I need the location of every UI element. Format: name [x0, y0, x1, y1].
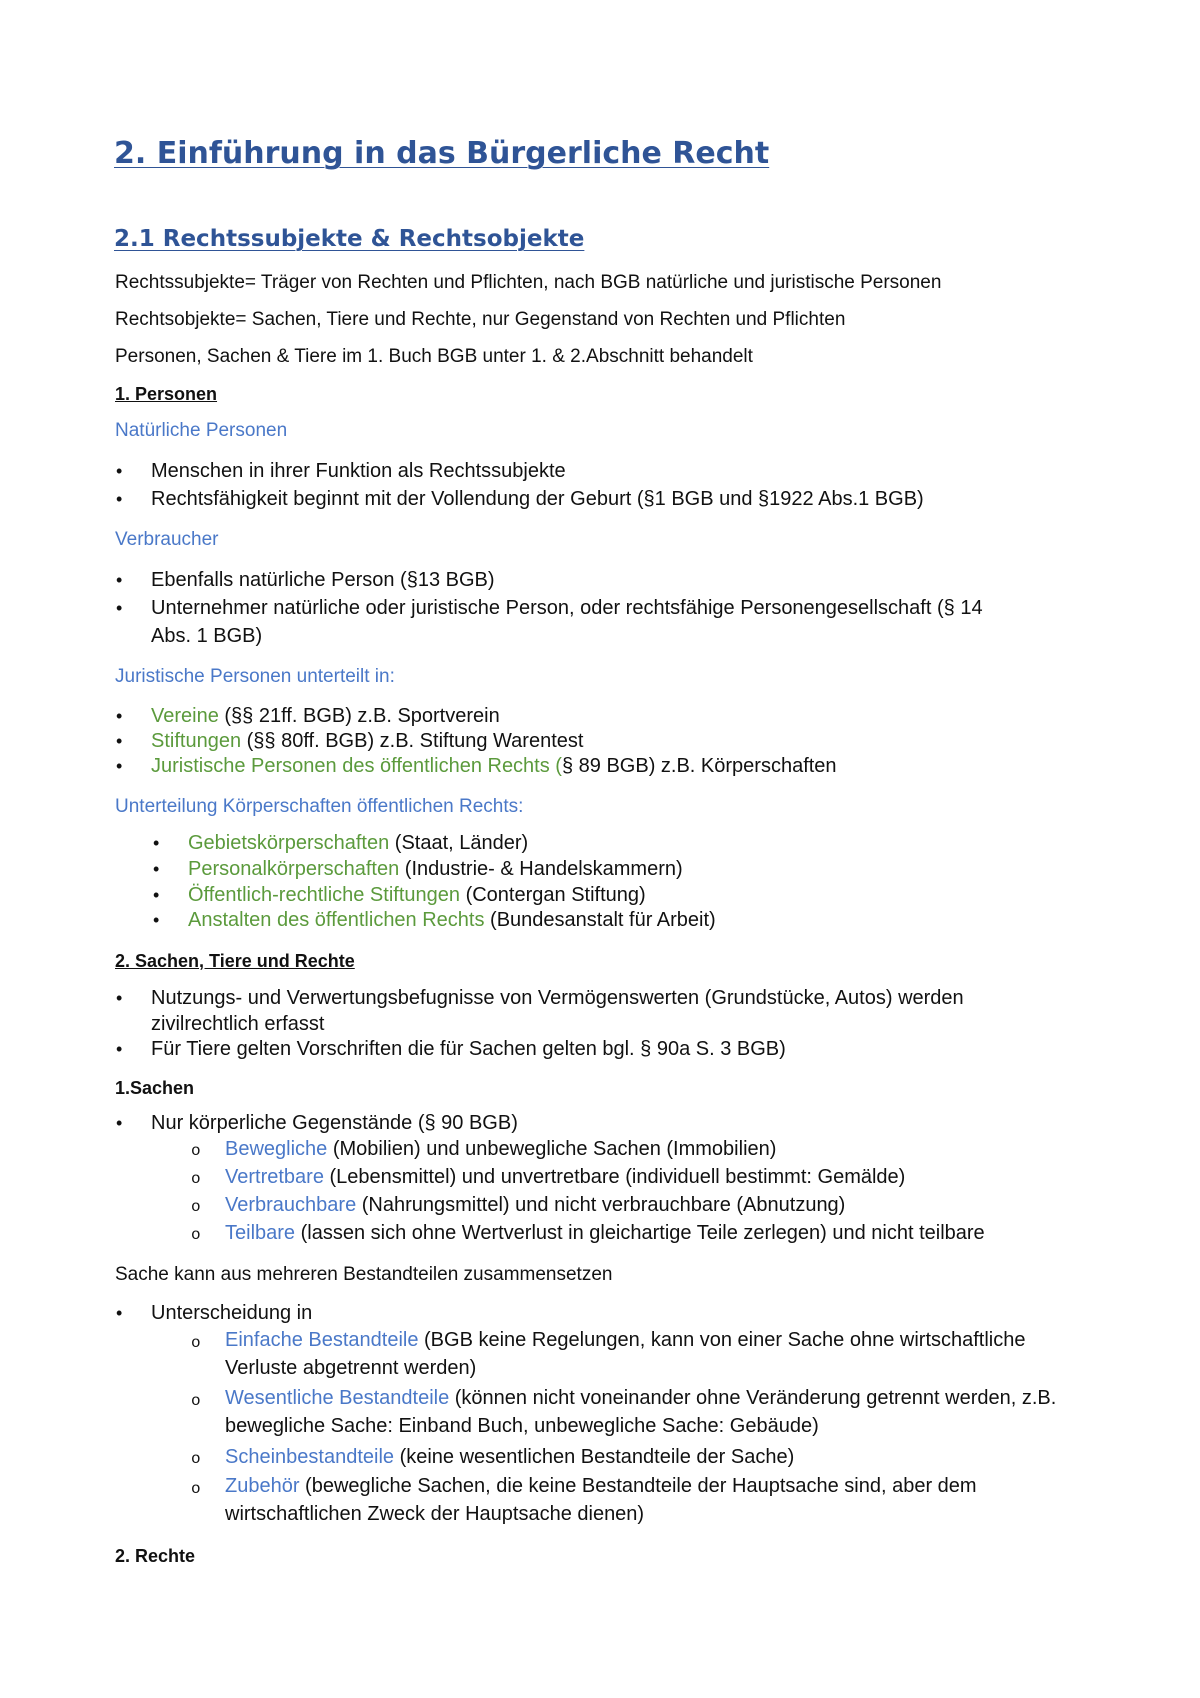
bullet-icon: •: [116, 461, 123, 481]
circle-bullet-icon: o: [191, 1142, 201, 1160]
term: Scheinbestandteile: [225, 1446, 395, 1468]
list-item: Rechtsfähigkeit beginnt mit der Vollendung der Geburt (§1 BGB und §1922 Abs.1 BGB): [151, 488, 924, 510]
bullet-icon: •: [153, 910, 160, 930]
list-subitem: Verbrauchbare (Nahrungsmittel) und nicht verbrauchbare (Abnutzung): [225, 1194, 846, 1216]
term: Verbrauchbare: [225, 1194, 357, 1216]
bullet-icon: •: [116, 706, 123, 726]
section-heading: 2.1 Rechtssubjekte & Rechtsobjekte: [114, 226, 585, 252]
circle-bullet-icon: o: [191, 1450, 201, 1468]
list-subitem: Vertretbare (Lebensmittel) und unvertretbare (individuell bestimmt: Gemälde): [225, 1166, 906, 1188]
bullet-icon: •: [153, 833, 160, 853]
list-item: Gebietskörperschaften (Staat, Länder): [188, 832, 529, 854]
personen-heading: 1. Personen: [115, 384, 218, 404]
circle-bullet-icon: o: [191, 1392, 201, 1410]
bestandteile-text: Sache kann aus mehreren Bestandteilen zusammensetzen: [115, 1264, 613, 1285]
list-item: Vereine (§§ 21ff. BGB) z.B. Sportverein: [151, 705, 500, 727]
rechte-heading: 2. Rechte: [115, 1546, 196, 1566]
list-item: Öffentlich-rechtliche Stiftungen (Contergan Stiftung): [188, 884, 646, 906]
juristische-personen-heading: Juristische Personen unterteilt in:: [115, 666, 395, 687]
bullet-icon: •: [116, 756, 123, 776]
bullet-icon: •: [116, 570, 123, 590]
bullet-icon: •: [116, 1303, 123, 1323]
term: Gebietskörperschaften: [188, 832, 390, 854]
list-item: Menschen in ihrer Funktion als Rechtssubjekte: [151, 460, 566, 482]
list-subitem: Wesentliche Bestandteile (können nicht voneinander ohne Veränderung getrennt werden, z.B. bewegliche Sache: Einband Buch, unbewegliche Sache: Gebäude): [225, 1387, 1057, 1437]
circle-bullet-icon: o: [191, 1198, 201, 1216]
term: Wesentliche Bestandteile: [225, 1387, 450, 1409]
list-item: Nutzungs- und Verwertungsbefugnisse von Vermögenswerten (Grundstücke, Autos) werden zivilrechtlich erfasst: [151, 987, 964, 1035]
bullet-icon: •: [153, 885, 160, 905]
list-subitem: Scheinbestandteile (keine wesentlichen Bestandteile der Sache): [225, 1446, 795, 1468]
sachen-tiere-rechte-heading: 2. Sachen, Tiere und Rechte: [115, 951, 355, 971]
bullet-icon: •: [116, 598, 123, 618]
circle-bullet-icon: o: [191, 1226, 201, 1244]
list-item: Unternehmer natürliche oder juristische Person, oder rechtsfähige Personengesellschaft (§ 14 Abs. 1 BGB): [151, 597, 983, 647]
term: Vereine: [151, 705, 219, 727]
list-subitem: Teilbare (lassen sich ohne Wertverlust in gleichartige Teile zerlegen) und nicht teilbare: [225, 1222, 985, 1244]
natuerliche-personen-heading: Natürliche Personen: [115, 420, 288, 441]
list-item: Personalkörperschaften (Industrie- & Handelskammern): [188, 858, 683, 880]
list-item: Ebenfalls natürliche Person (§13 BGB): [151, 569, 495, 591]
term: Juristische Personen des öffentlichen Rechts (: [151, 755, 562, 777]
list-item: Juristische Personen des öffentlichen Rechts (§ 89 BGB) z.B. Körperschaften: [151, 755, 837, 777]
list-subitem: Zubehör (bewegliche Sachen, die keine Bestandteile der Hauptsache sind, aber dem wirtschaftlichen Zweck der Hauptsache dienen): [225, 1475, 977, 1525]
intro-line-2: Rechtsobjekte= Sachen, Tiere und Rechte, nur Gegenstand von Rechten und Pflichten: [115, 309, 846, 330]
term: Zubehör: [225, 1475, 300, 1497]
intro-line-1: Rechtssubjekte= Träger von Rechten und Pflichten, nach BGB natürliche und juristische Personen: [115, 272, 942, 293]
intro-line-3: Personen, Sachen & Tiere im 1. Buch BGB unter 1. & 2.Abschnitt behandelt: [115, 346, 753, 367]
bullet-icon: •: [116, 731, 123, 751]
list-item: Unterscheidung in: [151, 1302, 313, 1324]
circle-bullet-icon: o: [191, 1480, 201, 1498]
koerperschaften-heading: Unterteilung Körperschaften öffentlichen Rechts:: [115, 796, 524, 817]
term: Anstalten des öffentlichen Rechts: [188, 909, 485, 931]
bullet-icon: •: [153, 859, 160, 879]
list-subitem: Bewegliche (Mobilien) und unbewegliche Sachen (Immobilien): [225, 1138, 777, 1160]
bullet-icon: •: [116, 489, 123, 509]
bullet-icon: •: [116, 988, 123, 1008]
list-item: Nur körperliche Gegenstände (§ 90 BGB): [151, 1112, 518, 1134]
bullet-icon: •: [116, 1039, 123, 1059]
term: Teilbare: [225, 1222, 296, 1244]
list-subitem: Einfache Bestandteile (BGB keine Regelungen, kann von einer Sache ohne wirtschaftliche Verluste abgetrennt werden): [225, 1329, 1026, 1379]
term: Bewegliche: [225, 1138, 328, 1160]
list-item: Anstalten des öffentlichen Rechts (Bundesanstalt für Arbeit): [188, 909, 716, 931]
verbraucher-heading: Verbraucher: [115, 529, 219, 550]
list-item: Für Tiere gelten Vorschriften die für Sachen gelten bgl. § 90a S. 3 BGB): [151, 1038, 786, 1060]
circle-bullet-icon: o: [191, 1334, 201, 1352]
term: Personalkörperschaften: [188, 858, 400, 880]
circle-bullet-icon: o: [191, 1170, 201, 1188]
term: Öffentlich-rechtliche Stiftungen: [188, 884, 461, 906]
list-item: Stiftungen (§§ 80ff. BGB) z.B. Stiftung Warentest: [151, 730, 584, 752]
sachen-heading: 1.Sachen: [115, 1078, 195, 1098]
term: Einfache Bestandteile: [225, 1329, 419, 1351]
term: Stiftungen: [151, 730, 242, 752]
term: Vertretbare: [225, 1166, 324, 1188]
page-title: 2. Einführung in das Bürgerliche Recht: [114, 136, 770, 171]
bullet-icon: •: [116, 1113, 123, 1133]
